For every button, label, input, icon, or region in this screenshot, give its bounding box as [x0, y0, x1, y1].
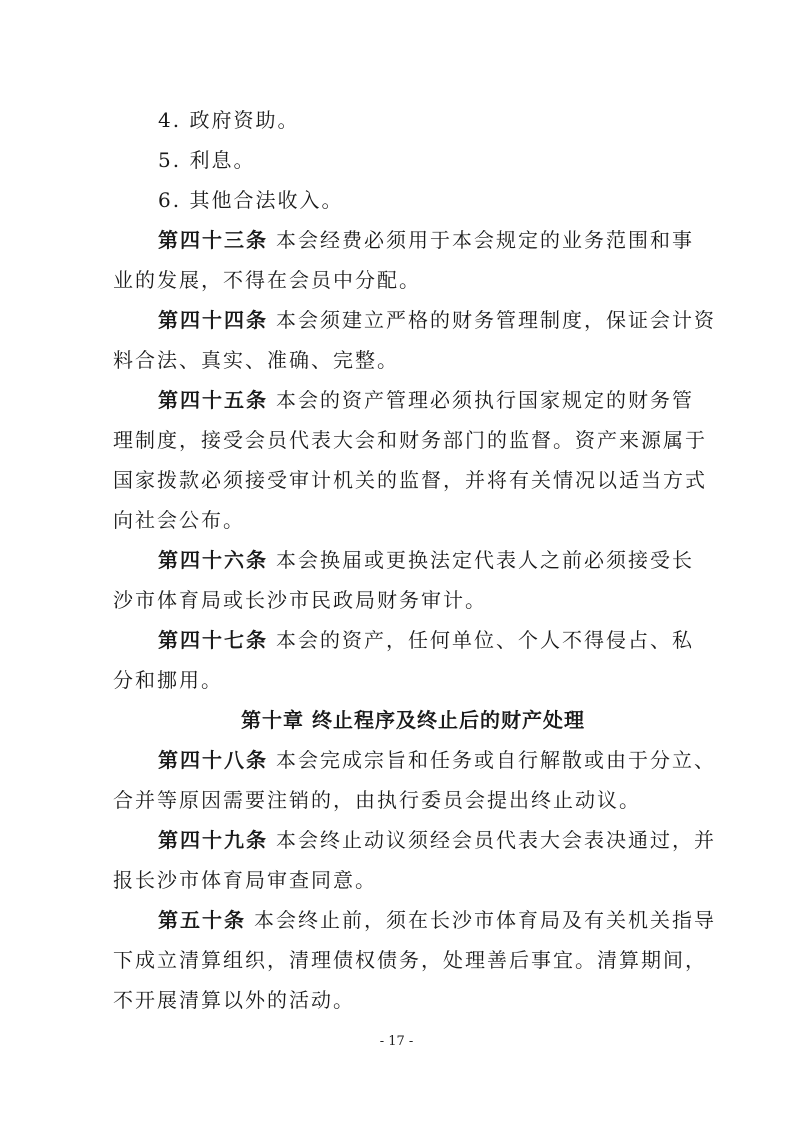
article-48-number: 第四十八条	[158, 748, 268, 772]
article-49-number: 第四十九条	[158, 828, 268, 852]
article-46-line-2: 沙市体育局或长沙市民政局财务审计。	[113, 588, 487, 612]
article-50-line-1	[113, 900, 716, 940]
article-45-line-3: 国家拨款必须接受审计机关的监督，并将有关情况以适当方式	[113, 468, 707, 492]
chapter-title: 第十章 终止程序及终止后的财产处理	[241, 708, 585, 732]
article-45-line-4: 向社会公布。	[113, 508, 245, 532]
article-46-text: 本会换届或更换法定代表人之前必须接受长	[276, 548, 694, 572]
article-48-line-1	[113, 740, 716, 780]
article-43-line-2: 业的发展，不得在会员中分配。	[113, 268, 421, 292]
document-page	[113, 100, 716, 1020]
article-46-line-1	[113, 540, 693, 580]
article-44-number: 第四十四条	[158, 308, 268, 332]
article-47-number: 第四十七条	[158, 628, 268, 652]
article-47-line-2: 分和挪用。	[113, 668, 223, 692]
article-50-text: 本会终止前，须在长沙市体育局及有关机关指导	[254, 908, 716, 932]
article-47-line-1	[113, 620, 693, 660]
article-44-text: 本会须建立严格的财务管理制度，保证会计资	[276, 308, 716, 332]
article-45-line-2: 理制度，接受会员代表大会和财务部门的监督。资产来源属于	[113, 428, 707, 452]
article-49-line-1	[113, 820, 716, 860]
list-item-6: 6. 其他合法收入。	[158, 188, 344, 212]
article-44-line-2: 料合法、真实、准确、完整。	[113, 348, 399, 372]
article-44-line-1	[113, 300, 716, 340]
article-49-text: 本会终止动议须经会员代表大会表决通过，并	[276, 828, 716, 852]
article-45-number: 第四十五条	[158, 388, 268, 412]
article-48-line-2: 合并等原因需要注销的，由执行委员会提出终止动议。	[113, 788, 641, 812]
article-47-text: 本会的资产，任何单位、个人不得侵占、私	[276, 628, 694, 652]
page-number: - 17 -	[379, 1034, 414, 1049]
list-item-4: 4. 政府资助。	[158, 108, 300, 132]
article-50-line-2: 下成立清算组织，清理债权债务，处理善后事宜。清算期间，	[113, 948, 707, 972]
article-48-text: 本会完成宗旨和任务或自行解散或由于分立、	[276, 748, 716, 772]
article-43-line-1	[113, 220, 693, 260]
article-49-line-2: 报长沙市体育局审查同意。	[113, 868, 377, 892]
article-46-number: 第四十六条	[158, 548, 268, 572]
article-50-number: 第五十条	[158, 908, 246, 932]
article-45-text: 本会的资产管理必须执行国家规定的财务管	[276, 388, 694, 412]
article-50-line-3: 不开展清算以外的活动。	[113, 988, 355, 1012]
article-45-line-1	[113, 380, 693, 420]
article-43-text: 本会经费必须用于本会规定的业务范围和事	[276, 228, 694, 252]
article-43-number: 第四十三条	[158, 228, 268, 252]
list-item-5: 5. 利息。	[158, 148, 256, 172]
